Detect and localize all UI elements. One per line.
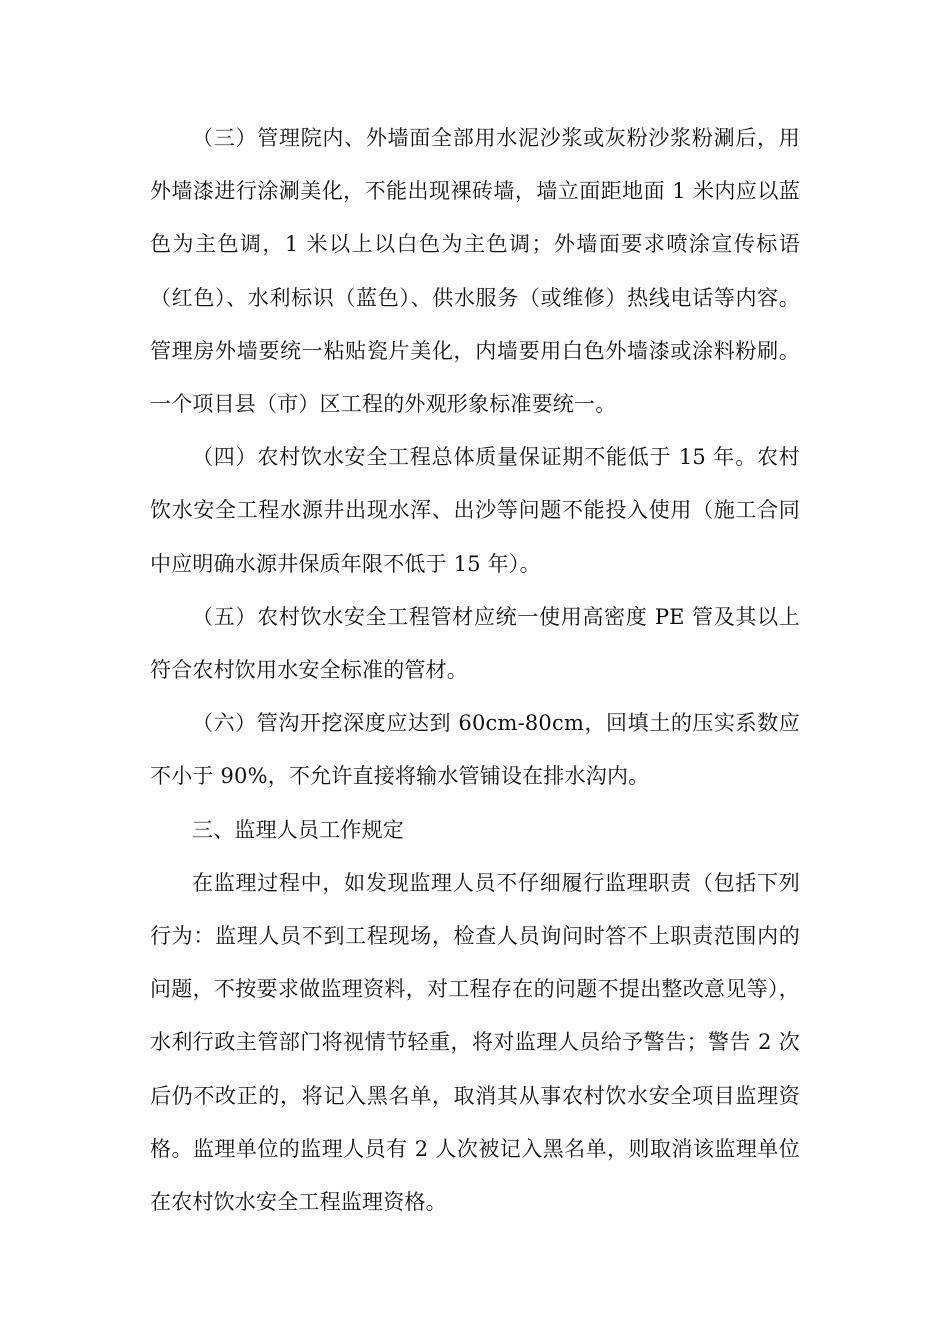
- paragraph-supervisor-rules: 在监理过程中，如发现监理人员不仔细履行监理职责（包括下列行为：监理人员不到工程现场，检查人员询问时答不上职责范围内的问题，不按要求做监理资料，对工程存在的问题不提出整改意见等），水利行政主管部门将视情节轻重，将对监理人员给予警告；警告 2 次后仍不改正的，将记入黑名单，取消其从事农村饮水安全项目监理资格。监理单位的监理人员有 2 人次被记入黑名单，则取消该监理单位在农村饮水安全工程监理资格。: [150, 870, 800, 1215]
- section-heading-supervisor-rules: 三、监理人员工作规定: [192, 817, 404, 842]
- paragraph-section-5-pipe-material: （五）农村饮水安全工程管材应统一使用高密度 PE 管及其以上符合农村饮用水安全标准的管材。: [150, 604, 800, 683]
- paragraph-section-6-trench: （六）管沟开挖深度应达到 60cm-80cm，回填土的压实系数应不小于 90%，不允许直接将输水管铺设在排水沟内。: [150, 711, 800, 789]
- document-body: [150, 112, 800, 1229]
- paragraph-section-3-facade: （三）管理院内、外墙面全部用水泥沙浆或灰粉沙浆粉涮后，用外墙漆进行涂涮美化，不能出现裸砖墙，墙立面距地面 1 米内应以蓝色为主色调，1 米以上以白色为主色调；外墙面要求喷涂宣传标语（红色）、水利标识（蓝色）、供水服务（或维修）热线电话等内容。管理房外墙要统一粘贴瓷片美化，内墙要用白色外墙漆或涂料粉刷。一个项目县（市）区工程的外观形象标准要统一。: [150, 126, 800, 417]
- paragraph-section-4-warranty: （四）农村饮水安全工程总体质量保证期不能低于 15 年。农村饮水安全工程水源井出现水浑、出沙等问题不能投入使用（施工合同中应明确水源井保质年限不低于 15 年）。: [150, 445, 800, 576]
